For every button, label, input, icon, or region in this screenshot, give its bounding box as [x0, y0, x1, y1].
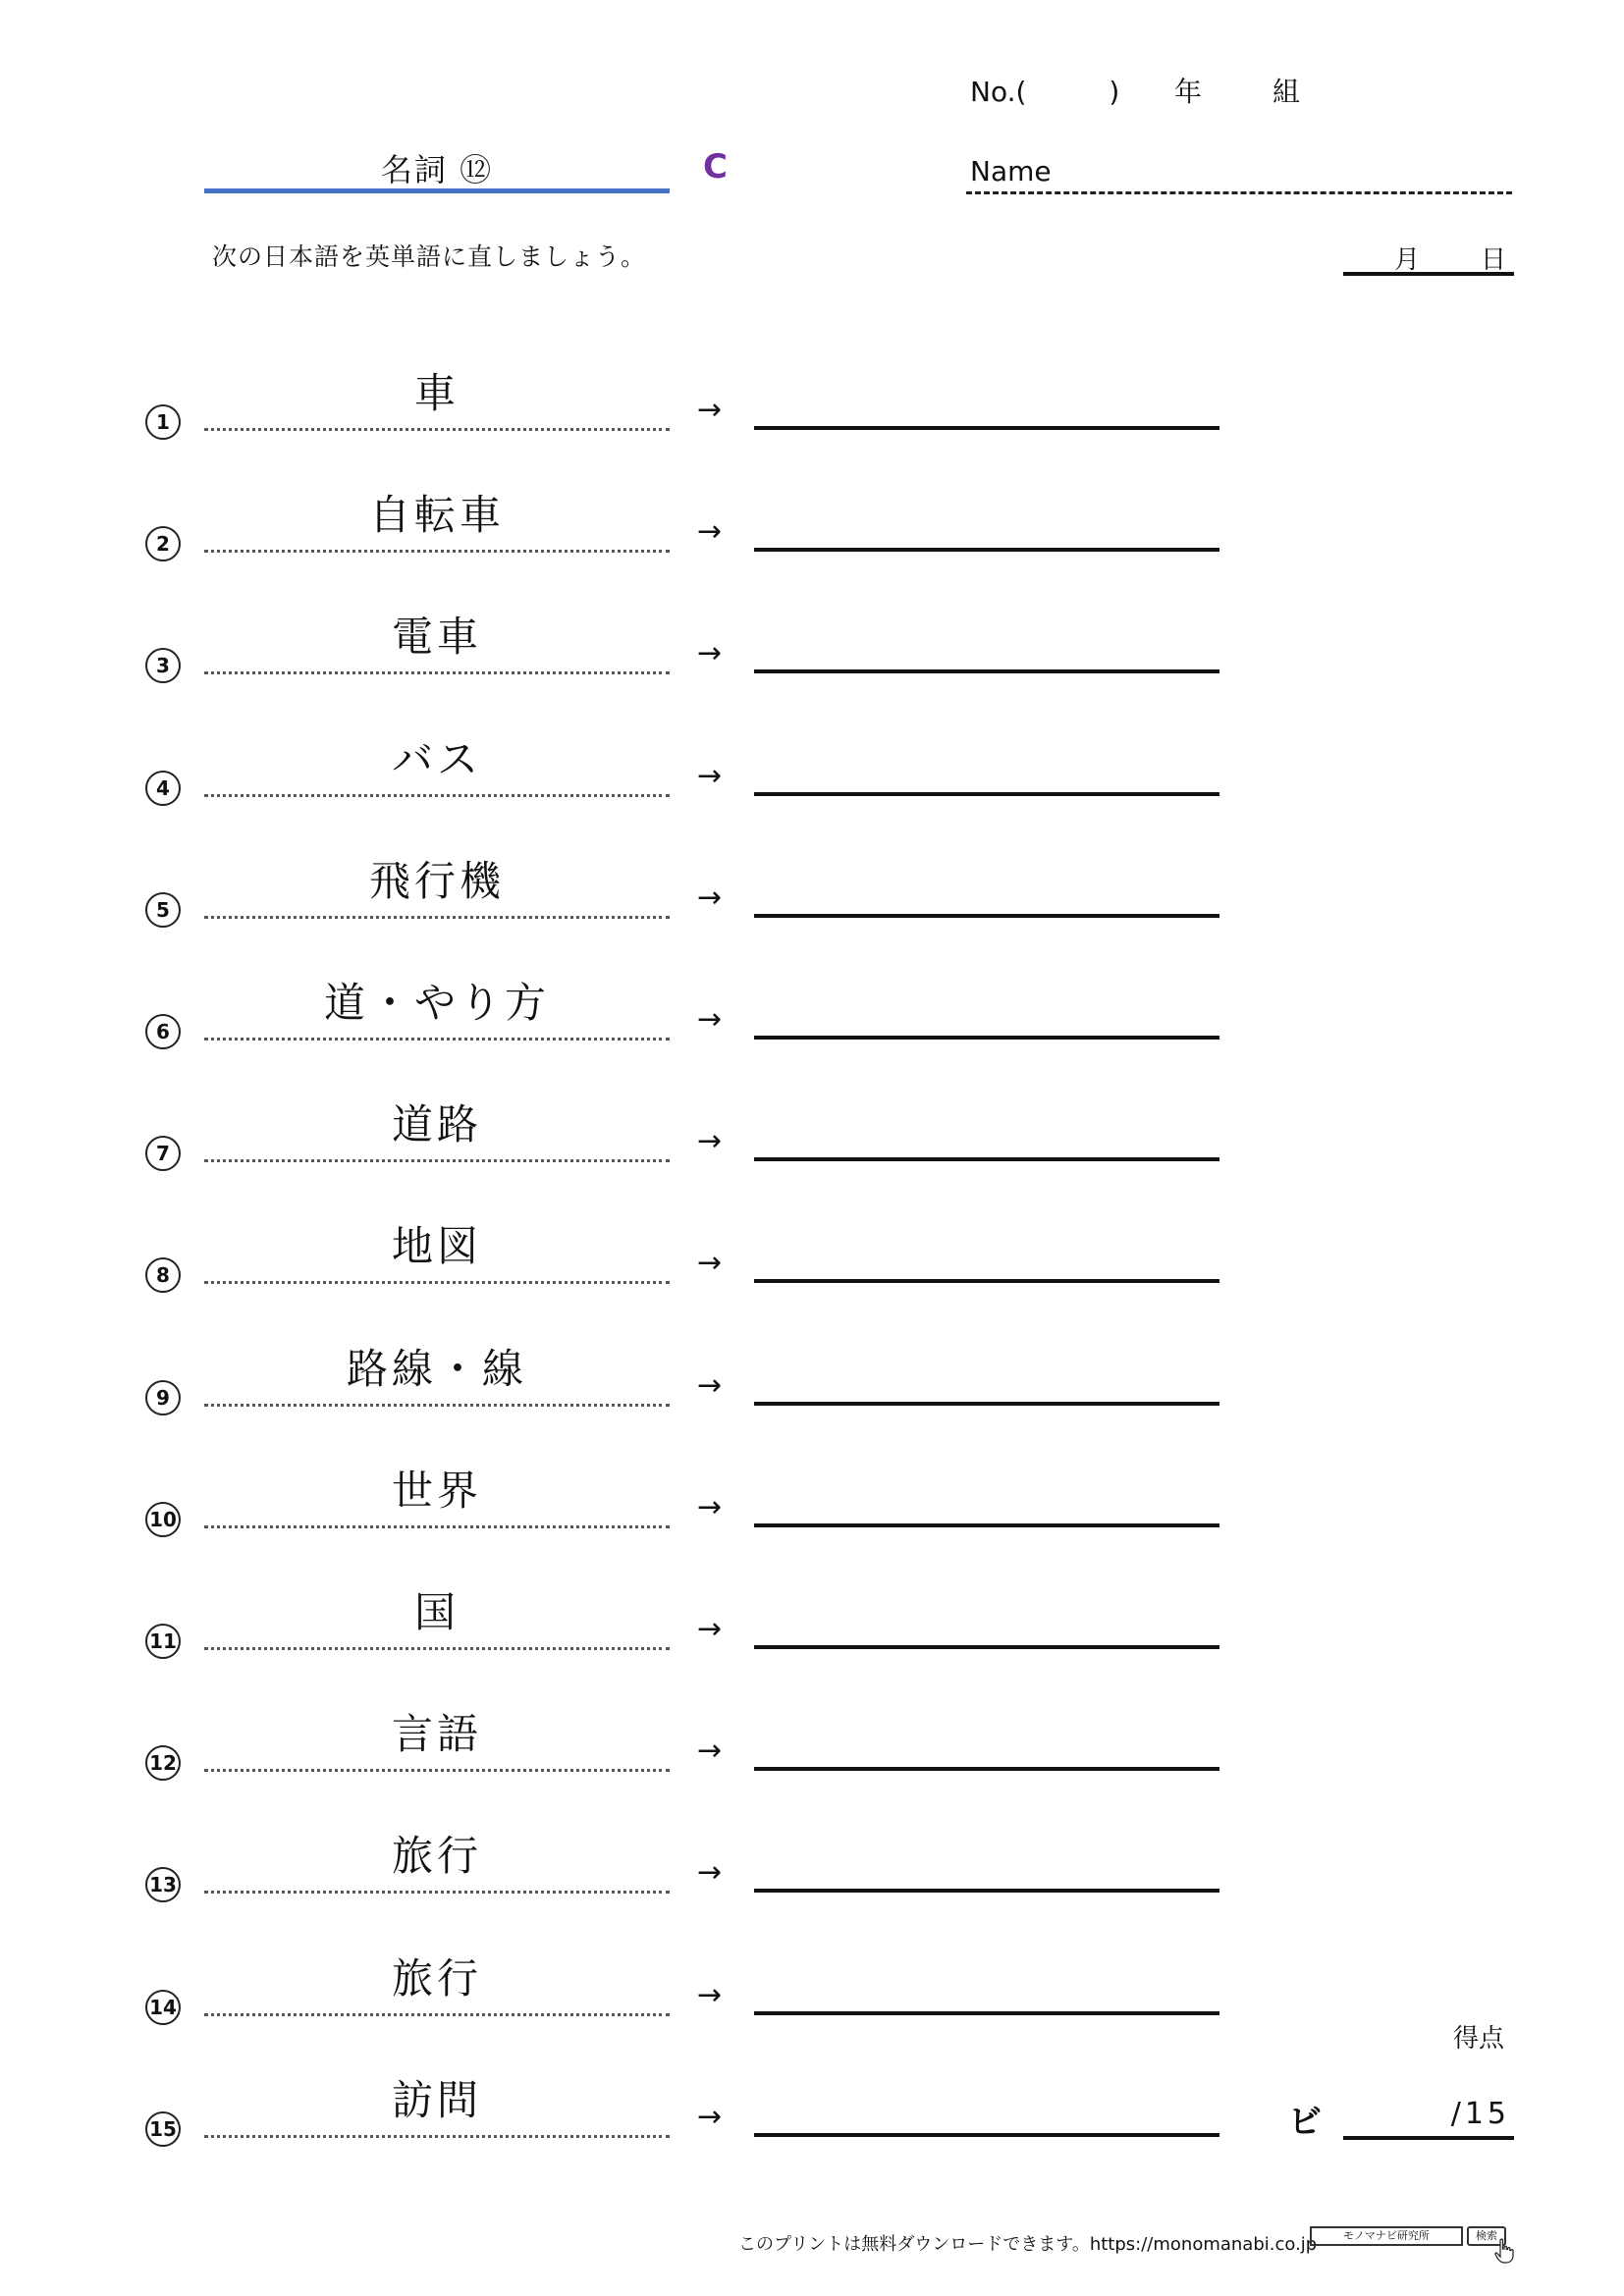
question-word: 世界	[391, 1466, 482, 1515]
answer-field[interactable]	[754, 914, 1219, 918]
question-row	[0, 1563, 1624, 1681]
answer-field[interactable]	[754, 2133, 1219, 2137]
question-underline	[204, 794, 670, 797]
question-number: 2	[145, 526, 181, 561]
arrow-icon: →	[697, 1855, 723, 1891]
question-word: 自転車	[368, 491, 505, 540]
class-label: 組	[1272, 76, 1301, 108]
footer-text: このプリントは無料ダウンロードできます。https://monomanabi.co.jp	[738, 2234, 1318, 2255]
answer-field[interactable]	[754, 1157, 1219, 1161]
arrow-icon: →	[697, 393, 723, 427]
question-row	[0, 465, 1624, 583]
question-number: 9	[145, 1380, 181, 1415]
question-row	[0, 1075, 1624, 1193]
answer-field[interactable]	[754, 1036, 1219, 1040]
footer-search-box[interactable]: モノマナビ研究所	[1310, 2226, 1463, 2246]
question-underline	[204, 916, 670, 919]
question-underline	[204, 550, 670, 553]
question-row	[0, 344, 1624, 461]
question-word: 道・やり方	[323, 979, 550, 1027]
question-underline	[204, 1159, 670, 1162]
question-word: 地図	[391, 1222, 482, 1271]
answer-field[interactable]	[754, 669, 1219, 673]
question-underline	[204, 1038, 670, 1041]
question-word: 電車	[391, 613, 482, 662]
score-total: /15	[1450, 2097, 1510, 2131]
question-number: 13	[145, 1867, 181, 1902]
arrow-icon: →	[697, 758, 723, 793]
question-row	[0, 710, 1624, 828]
answer-field[interactable]	[754, 792, 1219, 796]
answer-field[interactable]	[754, 2011, 1219, 2015]
arrow-icon: →	[697, 1367, 723, 1403]
question-number: 14	[145, 1990, 181, 2025]
arrow-icon: →	[697, 636, 723, 671]
arrow-icon: →	[697, 1489, 723, 1524]
question-underline	[204, 1769, 670, 1772]
question-underline	[204, 428, 670, 431]
hand-pointer-icon	[1494, 2238, 1514, 2264]
question-underline	[204, 1647, 670, 1650]
arrow-icon: →	[697, 1612, 723, 1646]
question-underline	[204, 1404, 670, 1407]
arrow-icon: →	[697, 1246, 723, 1281]
answer-field[interactable]	[754, 1523, 1219, 1527]
question-number: 4	[145, 771, 181, 806]
footer-search-button[interactable]: 検索	[1467, 2226, 1506, 2246]
question-number: 15	[145, 2111, 181, 2147]
question-number: 12	[145, 1745, 181, 1781]
number-label: No.( )	[970, 76, 1120, 108]
question-row	[0, 1806, 1624, 1924]
name-field[interactable]	[966, 191, 1512, 194]
question-word: 旅行	[391, 1832, 482, 1881]
answer-field[interactable]	[754, 1279, 1219, 1283]
question-row	[0, 1319, 1624, 1437]
question-row	[0, 587, 1624, 705]
arrow-icon: →	[697, 1977, 723, 2012]
arrow-icon: →	[697, 514, 723, 550]
day-label: 日	[1481, 245, 1507, 275]
question-word: 路線・線	[346, 1344, 527, 1393]
question-row	[0, 953, 1624, 1071]
question-underline	[204, 1891, 670, 1894]
score-mascot-icon: ビ	[1288, 2103, 1322, 2142]
arrow-icon: →	[697, 1734, 723, 1769]
question-row	[0, 1684, 1624, 1802]
question-word: 旅行	[391, 1953, 482, 2002]
question-word: 訪問	[391, 2075, 482, 2124]
arrow-icon: →	[697, 1124, 723, 1159]
arrow-icon: →	[697, 2099, 723, 2134]
question-number: 10	[145, 1502, 181, 1537]
answer-field[interactable]	[754, 1767, 1219, 1771]
date-field[interactable]	[1343, 272, 1514, 276]
question-row	[0, 1197, 1624, 1314]
question-underline	[204, 1525, 670, 1528]
answer-field[interactable]	[754, 1402, 1219, 1406]
question-word: 飛行機	[368, 856, 505, 905]
name-label: Name	[970, 155, 1052, 187]
question-underline	[204, 2135, 670, 2138]
question-number: 8	[145, 1257, 181, 1293]
question-word: 車	[413, 369, 460, 417]
arrow-icon: →	[697, 1002, 723, 1037]
answer-field[interactable]	[754, 548, 1219, 552]
score-field[interactable]	[1343, 2136, 1514, 2140]
question-underline	[204, 671, 670, 674]
question-number: 11	[145, 1624, 181, 1659]
worksheet-title: 名詞 ⑫	[380, 151, 494, 188]
question-number: 1	[145, 404, 181, 440]
answer-field[interactable]	[754, 1645, 1219, 1649]
answer-field[interactable]	[754, 426, 1219, 430]
question-underline	[204, 1281, 670, 1284]
month-label: 月	[1394, 245, 1421, 275]
year-label: 年	[1174, 76, 1203, 108]
instructions: 次の日本語を英単語に直しましょう。	[212, 242, 647, 271]
question-number: 5	[145, 892, 181, 928]
question-word: 道路	[391, 1100, 482, 1149]
question-word: バス	[391, 734, 482, 783]
answer-field[interactable]	[754, 1889, 1219, 1893]
score-label: 得点	[1453, 2024, 1505, 2054]
title-underline	[204, 188, 670, 193]
question-word: 国	[413, 1588, 460, 1636]
level-badge: C	[703, 147, 728, 187]
question-number: 6	[145, 1014, 181, 1049]
question-row	[0, 1441, 1624, 1559]
question-number: 3	[145, 648, 181, 683]
question-word: 言語	[391, 1710, 482, 1759]
question-row	[0, 1929, 1624, 2047]
arrow-icon: →	[697, 880, 723, 915]
question-row	[0, 831, 1624, 949]
question-number: 7	[145, 1136, 181, 1171]
question-underline	[204, 2013, 670, 2016]
